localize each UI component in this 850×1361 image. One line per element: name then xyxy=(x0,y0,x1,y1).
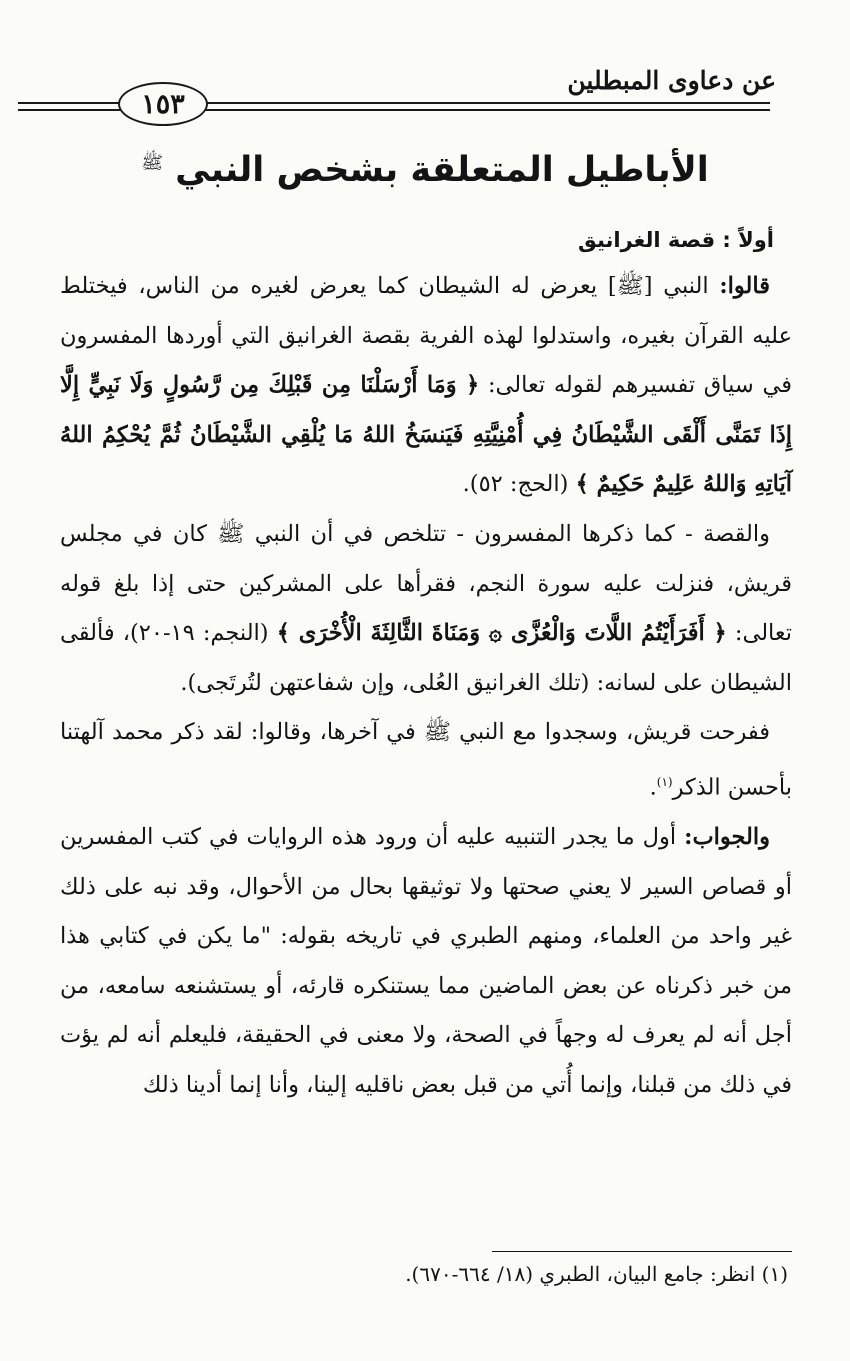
body-text xyxy=(60,262,792,1111)
paragraph-text: (النجم: ١٩-٢٠)، فألقى الشيطان على لسانه: (تلك الغرانيق العُلى، وإن شفاعتهن لتُرتَجى). xyxy=(60,620,792,696)
footnote-rule xyxy=(492,1251,792,1252)
chapter-title-text: الأباطيل المتعلقة بشخص النبي xyxy=(175,150,709,190)
paragraph-text: ففرحت قريش، وسجدوا مع النبي ﷺ في آخرها، وقالوا: لقد ذكر محمد آلهتنا بأحسن الذكر xyxy=(60,719,792,801)
section-heading: أولاً : قصة الغرانيق xyxy=(578,228,774,252)
paragraph-answer xyxy=(60,813,792,1111)
paragraph-text: النبي [ﷺ] يعرض له الشيطان كما يعرض لغيره من الناس، فيختلط عليه القرآن بغيره، واستدلوا لهذه الفرية بقصة الغرانيق التي أوردها المفسرون في سياق تفسيرهم لقوله تعالى: xyxy=(60,273,792,399)
quran-verse: ﴿ أَفَرَأَيْتُمُ اللَّاتَ وَالْعُزَّى ۞ وَمَنَاةَ الثَّالِثَةَ الْأُخْرَى ﴾ xyxy=(276,620,727,647)
paragraph-end: . xyxy=(649,774,657,801)
paragraph-text: أول ما يجدر التنبيه عليه أن ورود هذه الروايات في كتب المفسرين أو قصاص السير لا يعني صحتها ولا توثيقها بحال من الأحوال، وقد نبه على ذلك غير واحد من العلماء، ومنهم الطبري في تاريخه بقوله: "ما يكن في كتابي هذا من خبر ذكرناه عن بعض الماضين مما يستنكره قارئه، أو يستشنعه سامعه، من أجل أنه لم يعرف له وجهاً في الصحة، ولا معنى في الحقيقة، فليعلم أنه لم يؤت في ذلك من قبلنا، وإنما أُتي من قبل بعض ناقليه إلينا، وأنا إنما أدينا ذلك xyxy=(60,824,792,1098)
paragraph-lead: والجواب: xyxy=(684,824,770,851)
chapter-title xyxy=(0,150,850,190)
paragraph-story xyxy=(60,510,792,708)
paragraph-quraysh xyxy=(60,708,792,813)
verse-citation: (الحج: ٥٢). xyxy=(462,471,569,498)
running-header: عن دعاوى المبطلين xyxy=(567,66,776,95)
quran-verse: ﴿ وَمَا أَرْسَلْنَا مِن قَبْلِكَ مِن رَّسُولٍ وَلَا نَبِيٍّ إِلَّا إِذَا تَمَنَّى أَلْقَى الشَّيْطَانُ فِي أُمْنِيَّتِهِ فَيَنسَخُ اللهُ مَا يُلْقِي الشَّيْطَانُ ثُمَّ يُحْكِمُ اللهُ آيَاتِهِ وَاللهُ عَلِيمٌ حَكِيمٌ ﴾ xyxy=(60,372,792,498)
page-number: ١٥٣ xyxy=(118,82,208,126)
paragraph-text: والقصة - كما ذكرها المفسرون - تتلخص في أن النبي ﷺ كان في مجلس قريش، فنزلت عليه سورة النجم، فقرأها على المشركين حتى إذا بلغ قوله تعالى: xyxy=(60,520,793,647)
paragraph-claims xyxy=(60,262,792,510)
honorific-glyph: ﷺ xyxy=(141,152,163,174)
paragraph-lead: قالوا: xyxy=(719,273,770,299)
footnote: (١) انظر: جامع البيان، الطبري (١٨/ ٦٦٤-٦٧٠). xyxy=(405,1262,788,1286)
footnote-reference: (١) xyxy=(656,774,673,789)
